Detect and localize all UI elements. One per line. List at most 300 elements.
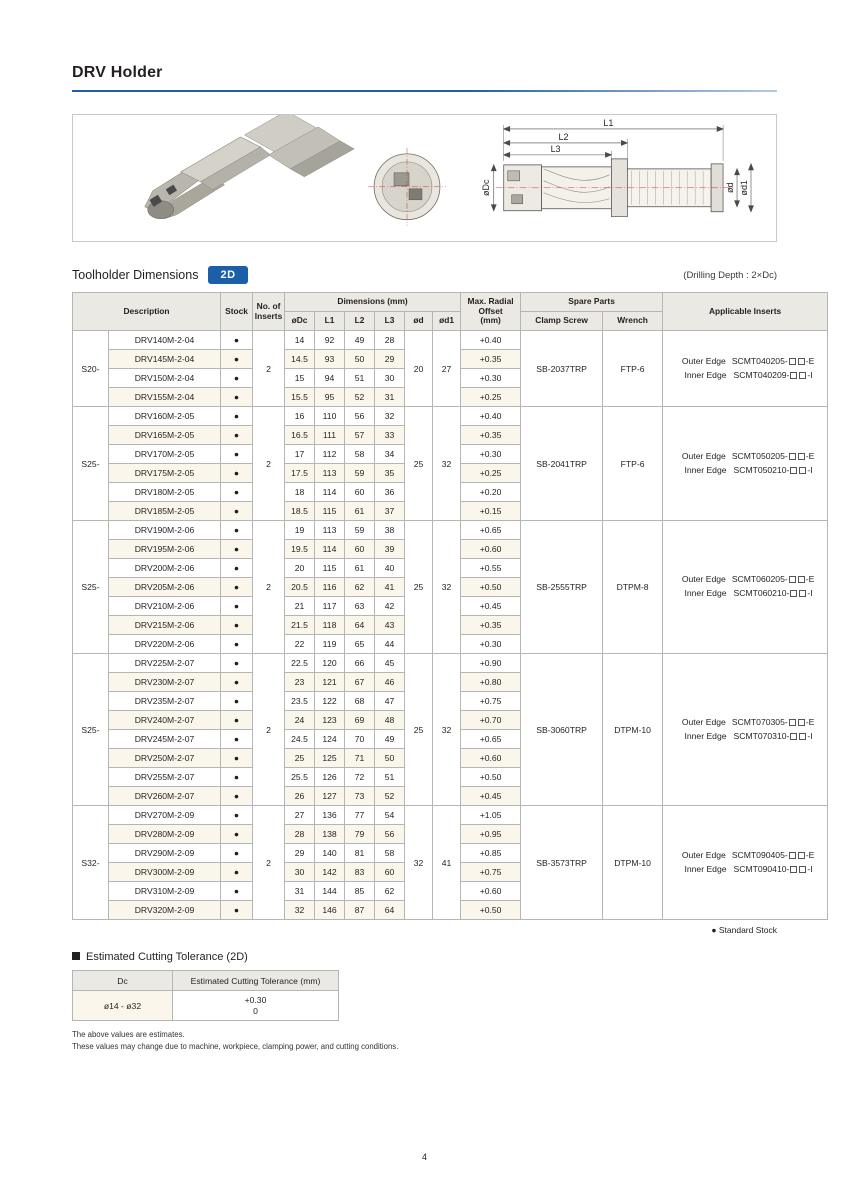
footnote-1: The above values are estimates. (72, 1030, 185, 1039)
shank-group-label: S20- (73, 331, 109, 407)
footnote-2: These values may change due to machine, workpiece, clamping power, and cutting conditions. (72, 1041, 399, 1051)
cell-l3: 33 (375, 426, 405, 445)
cell-stock: ● (221, 673, 253, 692)
cell-clamp-screw: SB-3573TRP (521, 806, 603, 920)
th-max-radial-offset: Max. Radial Offset (mm) (461, 293, 521, 331)
cell-dc: 19.5 (285, 540, 315, 559)
cell-l2: 81 (345, 844, 375, 863)
cell-l3: 43 (375, 616, 405, 635)
cell-dc: 26 (285, 787, 315, 806)
cell-stock: ● (221, 597, 253, 616)
dim-label-l3: L3 (550, 143, 561, 154)
cell-stock: ● (221, 540, 253, 559)
cell-stock: ● (221, 730, 253, 749)
cell-dc: 24 (285, 711, 315, 730)
cell-max-radial-offset: +0.25 (461, 464, 521, 483)
cell-l1: 140 (315, 844, 345, 863)
cell-max-radial-offset: +0.45 (461, 597, 521, 616)
cell-l1: 124 (315, 730, 345, 749)
cell-l1: 93 (315, 350, 345, 369)
cell-max-radial-offset: +0.70 (461, 711, 521, 730)
cell-l2: 60 (345, 483, 375, 502)
cell-applicable-inserts: Outer Edge SCMT090405- -E Inner Edge SCMT090410- -I (663, 806, 828, 920)
cell-dc: 18.5 (285, 502, 315, 521)
cell-dc: 15.5 (285, 388, 315, 407)
cell-d: 20 (405, 331, 433, 407)
cell-l3: 46 (375, 673, 405, 692)
cell-stock: ● (221, 369, 253, 388)
cell-stock: ● (221, 692, 253, 711)
cell-d1: 32 (433, 654, 461, 806)
cell-stock: ● (221, 407, 253, 426)
cell-stock: ● (221, 882, 253, 901)
cell-dc: 29 (285, 844, 315, 863)
cell-stock: ● (221, 483, 253, 502)
cell-l1: 123 (315, 711, 345, 730)
dim-label-l1: L1 (603, 117, 614, 128)
th-stock: Stock (221, 293, 253, 331)
cell-description: DRV145M-2-04 (109, 350, 221, 369)
cell-l1: 136 (315, 806, 345, 825)
cell-description: DRV190M-2-06 (109, 521, 221, 540)
th-d1: ød1 (433, 312, 461, 331)
cell-l1: 92 (315, 331, 345, 350)
cell-dc: 22 (285, 635, 315, 654)
cell-no-inserts: 2 (253, 521, 285, 654)
page-title: DRV Holder (72, 64, 163, 81)
cell-dc: 23 (285, 673, 315, 692)
cell-dc: 31 (285, 882, 315, 901)
cell-l1: 110 (315, 407, 345, 426)
cell-l2: 68 (345, 692, 375, 711)
cell-dc: 21.5 (285, 616, 315, 635)
drill-photo (145, 115, 354, 219)
cell-wrench: DTPM-8 (603, 521, 663, 654)
table-body (73, 331, 828, 920)
cell-l2: 85 (345, 882, 375, 901)
th-dc: øDc (285, 312, 315, 331)
cell-l3: 40 (375, 559, 405, 578)
cell-l3: 51 (375, 768, 405, 787)
cell-dc: 22.5 (285, 654, 315, 673)
cell-description: DRV300M-2-09 (109, 863, 221, 882)
page-number: 4 (421, 1152, 427, 1162)
tolerance-value-cell (173, 991, 339, 1021)
cell-dc: 16.5 (285, 426, 315, 445)
product-figure-panel (72, 114, 777, 242)
dim-label-dc: øDc (480, 179, 491, 197)
cell-dc: 23.5 (285, 692, 315, 711)
cell-l3: 38 (375, 521, 405, 540)
cell-stock: ● (221, 787, 253, 806)
cell-l2: 83 (345, 863, 375, 882)
cell-clamp-screw: SB-3060TRP (521, 654, 603, 806)
table-row (73, 654, 828, 673)
cell-max-radial-offset: +0.15 (461, 502, 521, 521)
cell-stock: ● (221, 806, 253, 825)
cell-l1: 118 (315, 616, 345, 635)
cell-stock: ● (221, 331, 253, 350)
cell-dc: 30 (285, 863, 315, 882)
cell-l3: 56 (375, 825, 405, 844)
cell-l1: 113 (315, 464, 345, 483)
cell-dc: 18 (285, 483, 315, 502)
cell-max-radial-offset: +0.30 (461, 369, 521, 388)
cell-max-radial-offset: +0.60 (461, 882, 521, 901)
cell-l3: 34 (375, 445, 405, 464)
cell-l3: 45 (375, 654, 405, 673)
cell-l2: 63 (345, 597, 375, 616)
cell-l1: 113 (315, 521, 345, 540)
cell-dc: 27 (285, 806, 315, 825)
cell-max-radial-offset: +0.35 (461, 616, 521, 635)
cell-description: DRV235M-2-07 (109, 692, 221, 711)
cell-l3: 42 (375, 597, 405, 616)
cell-l3: 29 (375, 350, 405, 369)
table-row (73, 806, 828, 825)
cell-description: DRV195M-2-06 (109, 540, 221, 559)
cell-dc: 24.5 (285, 730, 315, 749)
th-d: ød (405, 312, 433, 331)
cell-l2: 49 (345, 331, 375, 350)
cell-l1: 146 (315, 901, 345, 920)
cell-dc: 17.5 (285, 464, 315, 483)
cell-dc: 16 (285, 407, 315, 426)
cell-l3: 35 (375, 464, 405, 483)
cell-description: DRV185M-2-05 (109, 502, 221, 521)
th-wrench: Wrench (603, 312, 663, 331)
cell-max-radial-offset: +0.65 (461, 730, 521, 749)
tolerance-lower: 0 (253, 1005, 258, 1016)
cell-l1: 114 (315, 540, 345, 559)
cell-l2: 58 (345, 445, 375, 464)
cell-stock: ● (221, 654, 253, 673)
cell-l2: 71 (345, 749, 375, 768)
shank-group-label: S25- (73, 407, 109, 521)
cell-clamp-screw: SB-2037TRP (521, 331, 603, 407)
cell-l3: 39 (375, 540, 405, 559)
dim-label-l2: L2 (558, 131, 569, 142)
cell-l1: 115 (315, 502, 345, 521)
cell-description: DRV160M-2-05 (109, 407, 221, 426)
th-description: Description (73, 293, 221, 331)
cell-d1: 41 (433, 806, 461, 920)
th-applicable-inserts: Applicable Inserts (663, 293, 828, 331)
cell-l1: 115 (315, 559, 345, 578)
cell-l2: 61 (345, 502, 375, 521)
cell-l1: 142 (315, 863, 345, 882)
cell-dc: 17 (285, 445, 315, 464)
cell-description: DRV320M-2-09 (109, 901, 221, 920)
cell-stock: ● (221, 635, 253, 654)
cell-l2: 61 (345, 559, 375, 578)
cell-d: 32 (405, 806, 433, 920)
cell-max-radial-offset: +0.55 (461, 559, 521, 578)
cell-max-radial-offset: +0.35 (461, 426, 521, 445)
tolerance-upper: +0.30 (244, 994, 267, 1005)
cell-l3: 41 (375, 578, 405, 597)
cell-l2: 64 (345, 616, 375, 635)
cell-max-radial-offset: +0.60 (461, 749, 521, 768)
cell-stock: ● (221, 559, 253, 578)
cell-description: DRV280M-2-09 (109, 825, 221, 844)
cell-l1: 95 (315, 388, 345, 407)
cell-l2: 79 (345, 825, 375, 844)
table-row (73, 407, 828, 426)
cell-d1: 27 (433, 331, 461, 407)
title-divider (72, 90, 777, 92)
cell-stock: ● (221, 445, 253, 464)
cell-l2: 87 (345, 901, 375, 920)
cell-dc: 25 (285, 749, 315, 768)
cell-stock: ● (221, 521, 253, 540)
tolerance-heading-text: Estimated Cutting Tolerance (2D) (86, 951, 248, 963)
bullet-square-icon (72, 952, 80, 960)
cell-l3: 64 (375, 901, 405, 920)
cell-stock: ● (221, 863, 253, 882)
th-tolerance-dc: Dc (73, 971, 173, 991)
cell-max-radial-offset: +0.85 (461, 844, 521, 863)
cell-no-inserts: 2 (253, 806, 285, 920)
cell-l1: 122 (315, 692, 345, 711)
cell-max-radial-offset: +0.75 (461, 863, 521, 882)
cell-description: DRV170M-2-05 (109, 445, 221, 464)
cell-description: DRV175M-2-05 (109, 464, 221, 483)
th-clamp-screw: Clamp Screw (521, 312, 603, 331)
cell-l2: 52 (345, 388, 375, 407)
cell-max-radial-offset: +0.65 (461, 521, 521, 540)
cell-l3: 47 (375, 692, 405, 711)
cell-stock: ● (221, 616, 253, 635)
cell-description: DRV140M-2-04 (109, 331, 221, 350)
cell-stock: ● (221, 350, 253, 369)
cell-d1: 32 (433, 521, 461, 654)
cell-description: DRV205M-2-06 (109, 578, 221, 597)
cell-stock: ● (221, 844, 253, 863)
th-l2: L2 (345, 312, 375, 331)
cell-description: DRV165M-2-05 (109, 426, 221, 445)
cell-max-radial-offset: +0.60 (461, 540, 521, 559)
cell-l1: 117 (315, 597, 345, 616)
table-row (73, 521, 828, 540)
cell-description: DRV210M-2-06 (109, 597, 221, 616)
cell-l3: 48 (375, 711, 405, 730)
cell-applicable-inserts: Outer Edge SCMT050205- -E Inner Edge SCMT050210- -I (663, 407, 828, 521)
cell-description: DRV200M-2-06 (109, 559, 221, 578)
cell-l1: 127 (315, 787, 345, 806)
cell-description: DRV245M-2-07 (109, 730, 221, 749)
cell-l2: 51 (345, 369, 375, 388)
cell-l1: 120 (315, 654, 345, 673)
cell-wrench: FTP-6 (603, 331, 663, 407)
cell-no-inserts: 2 (253, 331, 285, 407)
cell-l3: 32 (375, 407, 405, 426)
dim-label-d1: ød1 (739, 180, 750, 196)
cell-description: DRV270M-2-09 (109, 806, 221, 825)
cell-l2: 65 (345, 635, 375, 654)
cell-l2: 69 (345, 711, 375, 730)
section-header (72, 266, 777, 284)
shank-group-label: S25- (73, 521, 109, 654)
cell-l1: 121 (315, 673, 345, 692)
cell-max-radial-offset: +0.40 (461, 331, 521, 350)
cell-wrench: DTPM-10 (603, 806, 663, 920)
cell-max-radial-offset: +0.35 (461, 350, 521, 369)
cell-no-inserts: 2 (253, 654, 285, 806)
cell-l2: 56 (345, 407, 375, 426)
cell-description: DRV180M-2-05 (109, 483, 221, 502)
dim-label-d: ød (725, 182, 736, 194)
cell-clamp-screw: SB-2555TRP (521, 521, 603, 654)
cell-d: 25 (405, 407, 433, 521)
cell-dc: 14.5 (285, 350, 315, 369)
cell-l1: 144 (315, 882, 345, 901)
cell-description: DRV220M-2-06 (109, 635, 221, 654)
cell-dc: 14 (285, 331, 315, 350)
cell-stock: ● (221, 825, 253, 844)
cell-no-inserts: 2 (253, 407, 285, 521)
cell-l1: 111 (315, 426, 345, 445)
cell-description: DRV225M-2-07 (109, 654, 221, 673)
tool-diagram (73, 115, 776, 242)
cell-l2: 70 (345, 730, 375, 749)
cell-clamp-screw: SB-2041TRP (521, 407, 603, 521)
th-dimensions-group: Dimensions (mm) (285, 293, 461, 312)
cell-stock: ● (221, 464, 253, 483)
cell-l1: 138 (315, 825, 345, 844)
cell-max-radial-offset: +0.30 (461, 635, 521, 654)
cell-l2: 50 (345, 350, 375, 369)
cell-description: DRV290M-2-09 (109, 844, 221, 863)
cell-description: DRV250M-2-07 (109, 749, 221, 768)
cell-l1: 119 (315, 635, 345, 654)
section-title: Toolholder Dimensions (72, 268, 199, 282)
cell-max-radial-offset: +0.20 (461, 483, 521, 502)
cell-l3: 37 (375, 502, 405, 521)
cell-l3: 60 (375, 863, 405, 882)
cell-l2: 59 (345, 464, 375, 483)
cell-max-radial-offset: +0.90 (461, 654, 521, 673)
th-spare-parts: Spare Parts (521, 293, 663, 312)
cell-max-radial-offset: +0.80 (461, 673, 521, 692)
tolerance-heading (72, 951, 777, 963)
cell-l3: 30 (375, 369, 405, 388)
cell-l3: 54 (375, 806, 405, 825)
cell-dc: 32 (285, 901, 315, 920)
cell-dc: 25.5 (285, 768, 315, 787)
cell-l2: 60 (345, 540, 375, 559)
cell-max-radial-offset: +0.50 (461, 901, 521, 920)
cell-l2: 62 (345, 578, 375, 597)
cell-description: DRV150M-2-04 (109, 369, 221, 388)
cell-l2: 59 (345, 521, 375, 540)
cell-l3: 58 (375, 844, 405, 863)
badge-2d: 2D (208, 266, 247, 284)
cell-max-radial-offset: +0.50 (461, 578, 521, 597)
cell-l1: 126 (315, 768, 345, 787)
cell-max-radial-offset: +0.40 (461, 407, 521, 426)
cell-l2: 67 (345, 673, 375, 692)
cell-d1: 32 (433, 407, 461, 521)
cell-max-radial-offset: +0.95 (461, 825, 521, 844)
cell-dc: 19 (285, 521, 315, 540)
toolholder-dimensions-table (72, 292, 828, 920)
cell-applicable-inserts: Outer Edge SCMT060205- -E Inner Edge SCMT060210- -I (663, 521, 828, 654)
cell-l1: 112 (315, 445, 345, 464)
cell-l1: 114 (315, 483, 345, 502)
cell-l3: 62 (375, 882, 405, 901)
th-no-inserts: No. of Inserts (253, 293, 285, 331)
cell-wrench: DTPM-10 (603, 654, 663, 806)
cell-l3: 36 (375, 483, 405, 502)
cell-stock: ● (221, 711, 253, 730)
drilling-depth-note: (Drilling Depth : 2×Dc) (683, 269, 777, 281)
stock-legend: ● Standard Stock (711, 925, 777, 935)
cell-max-radial-offset: +1.05 (461, 806, 521, 825)
cell-stock: ● (221, 388, 253, 407)
cell-max-radial-offset: +0.25 (461, 388, 521, 407)
cell-description: DRV310M-2-09 (109, 882, 221, 901)
cell-stock: ● (221, 749, 253, 768)
cell-l3: 31 (375, 388, 405, 407)
shank-group-label: S25- (73, 654, 109, 806)
cell-l3: 44 (375, 635, 405, 654)
cell-max-radial-offset: +0.30 (461, 445, 521, 464)
th-l1: L1 (315, 312, 345, 331)
cell-stock: ● (221, 768, 253, 787)
shank-group-label: S32- (73, 806, 109, 920)
cell-dc: 20.5 (285, 578, 315, 597)
cell-l3: 49 (375, 730, 405, 749)
cell-l1: 94 (315, 369, 345, 388)
footnotes (72, 1029, 777, 1052)
cell-applicable-inserts: Outer Edge SCMT070305- -E Inner Edge SCMT070310- -I (663, 654, 828, 806)
th-tolerance-value: Estimated Cutting Tolerance (mm) (173, 971, 339, 991)
cell-l1: 116 (315, 578, 345, 597)
cell-dc: 15 (285, 369, 315, 388)
table-head (73, 293, 828, 331)
cell-description: DRV215M-2-06 (109, 616, 221, 635)
cell-l3: 50 (375, 749, 405, 768)
th-l3: L3 (375, 312, 405, 331)
cell-l2: 77 (345, 806, 375, 825)
cell-l2: 72 (345, 768, 375, 787)
cell-wrench: FTP-6 (603, 407, 663, 521)
cell-l3: 28 (375, 331, 405, 350)
cell-description: DRV230M-2-07 (109, 673, 221, 692)
cell-stock: ● (221, 901, 253, 920)
tolerance-table (72, 970, 339, 1021)
cell-stock: ● (221, 426, 253, 445)
cell-description: DRV255M-2-07 (109, 768, 221, 787)
cell-dc: 28 (285, 825, 315, 844)
cell-max-radial-offset: +0.45 (461, 787, 521, 806)
cell-l2: 66 (345, 654, 375, 673)
technical-drawing (491, 125, 753, 217)
cell-max-radial-offset: +0.75 (461, 692, 521, 711)
cell-dc: 21 (285, 597, 315, 616)
front-view (368, 148, 446, 226)
cell-description: DRV240M-2-07 (109, 711, 221, 730)
cell-description: DRV260M-2-07 (109, 787, 221, 806)
tolerance-dc-range: ø14 - ø32 (73, 991, 173, 1021)
cell-dc: 20 (285, 559, 315, 578)
cell-d: 25 (405, 654, 433, 806)
cell-l3: 52 (375, 787, 405, 806)
cell-l1: 125 (315, 749, 345, 768)
cell-stock: ● (221, 502, 253, 521)
cell-l2: 73 (345, 787, 375, 806)
